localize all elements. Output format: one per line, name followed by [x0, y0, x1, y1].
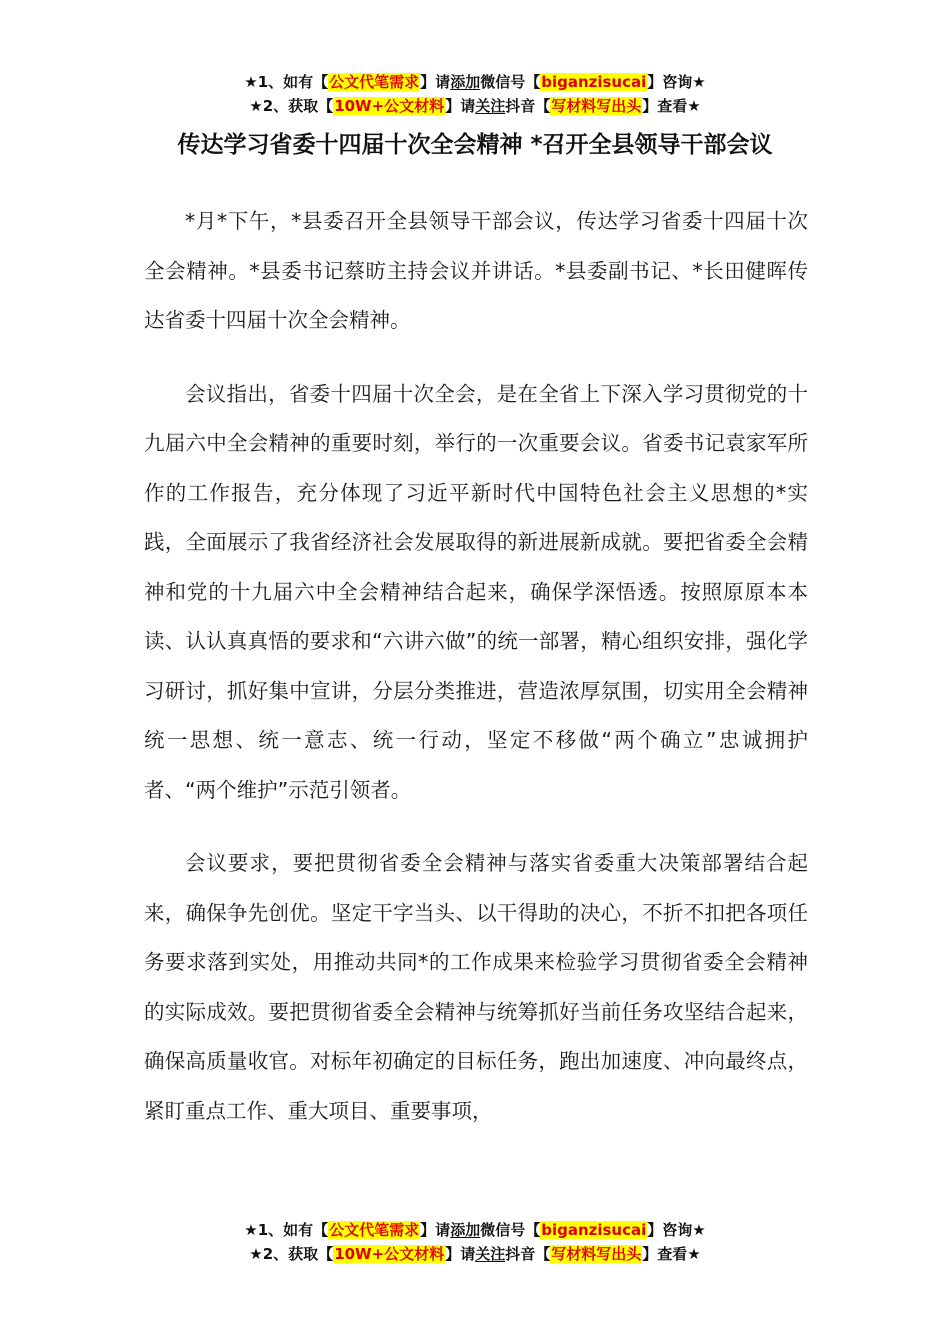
document-title: 传达学习省委十四届十次全会精神 *召开全县领导干部会议 [177, 132, 773, 158]
bottom-promo-banner [0, 1218, 950, 1266]
banner-text: 抖音【 [505, 1245, 551, 1263]
paragraph-1: *月*下午，*县委召开全县领导干部会议，传达学习省委十四届十次全会精神。*县委书记蔡昉主持会议并讲话。*县委副书记、*长田健晖传达省委十四届十次全会精神。 [144, 209, 808, 332]
banner-text: 】查看★ [642, 97, 701, 115]
highlight-service: 公文代笔需求 [329, 1221, 420, 1239]
banner-text: ★2、获取【 [249, 97, 334, 115]
underlined-follow: 关注 [475, 1245, 506, 1263]
highlight-wechat-id: biganzisucai [541, 1221, 647, 1239]
banner-text: 】请 [445, 97, 476, 115]
banner-text: ★2、获取【 [249, 1245, 334, 1263]
highlight-service: 公文代笔需求 [329, 73, 420, 91]
banner-text: 抖音【 [505, 97, 551, 115]
banner-text: 】请 [420, 1221, 451, 1239]
banner-text: 】请 [445, 1245, 476, 1263]
banner-line-1 [0, 70, 950, 94]
underlined-add: 添加 [450, 1221, 481, 1239]
highlight-materials: 10W+公文材料 [334, 1245, 445, 1263]
highlight-wechat-id: biganzisucai [541, 73, 647, 91]
banner-text: ★1、如有【 [244, 1221, 329, 1239]
underlined-add: 添加 [450, 73, 481, 91]
banner-line-2 [0, 1242, 950, 1266]
highlight-materials: 10W+公文材料 [334, 97, 445, 115]
banner-text: 】请 [420, 73, 451, 91]
banner-line-1 [0, 1218, 950, 1242]
document-body [144, 197, 808, 1160]
banner-text: 】咨询★ [647, 73, 706, 91]
paragraph-3: 会议要求，要把贯彻省委全会精神与落实省委重大决策部署结合起来，确保争先创优。坚定干字当头、以干得助的决心，不折不扣把各项任务要求落到实处，用推动共同*的工作成果来检验学习贯彻省委全会精神的实际成效。要把贯彻省委全会精神与统筹抓好当前任务攻坚结合起来，确保高质量收官。对标年初确定的目标任务，跑出加速度、冲向最终点，紧盯重点工作、重大项目、重要事项， [144, 851, 808, 1123]
banner-text: 微信号【 [480, 73, 541, 91]
banner-text: 】咨询★ [647, 1221, 706, 1239]
top-promo-banner [0, 70, 950, 118]
banner-text: 微信号【 [480, 1221, 541, 1239]
banner-text: ★1、如有【 [244, 73, 329, 91]
banner-text: 】查看★ [642, 1245, 701, 1263]
underlined-follow: 关注 [475, 97, 506, 115]
paragraph-2: 会议指出，省委十四届十次全会，是在全省上下深入学习贯彻党的十九届六中全会精神的重要时刻，举行的一次重要会议。省委书记袁家军所作的工作报告，充分体现了习近平新时代中国特色社会主义思想的*实践，全面展示了我省经济社会发展取得的新进展新成就。要把省委全会精神和党的十九届六中全会精神结合起来，确保学深悟透。按照原原本本读、认认真真悟的要求和“六讲六做”的统一部署，精心组织安排，强化学习研讨，抓好集中宣讲，分层分类推进，营造浓厚氛围，切实用全会精神统一思想、统一意志、统一行动，坚定不移做“两个确立”忠诚拥护者、“两个维护”示范引领者。 [144, 381, 808, 802]
highlight-douyin: 写材料写出头 [551, 97, 642, 115]
banner-line-2 [0, 94, 950, 118]
highlight-douyin: 写材料写出头 [551, 1245, 642, 1263]
